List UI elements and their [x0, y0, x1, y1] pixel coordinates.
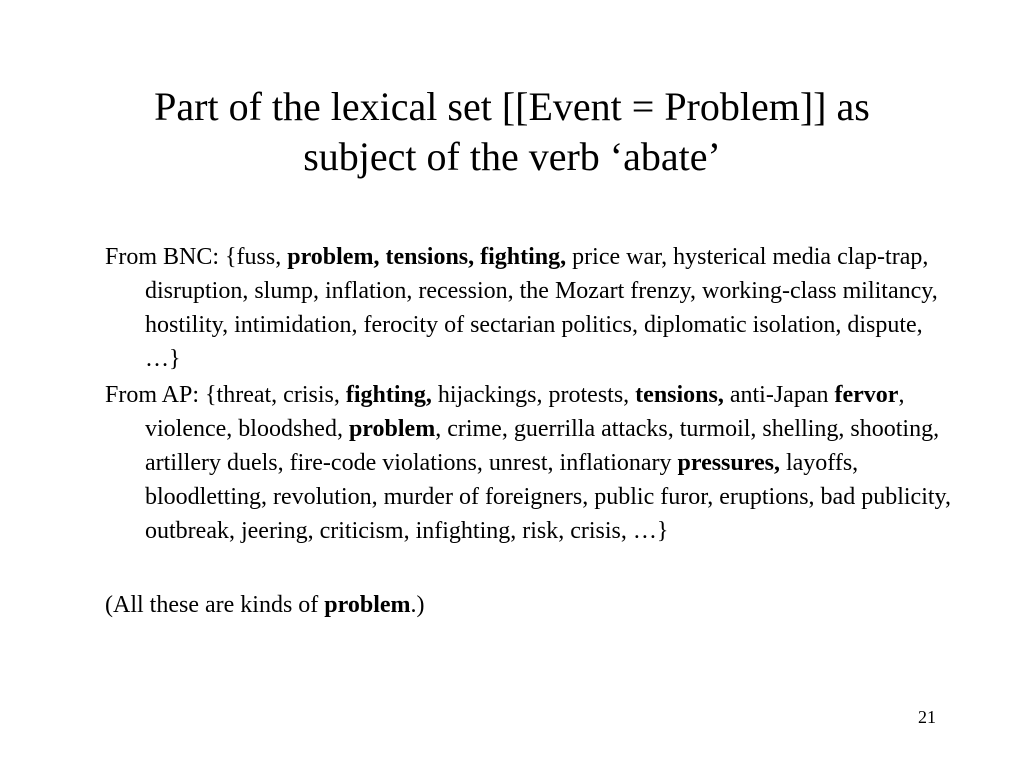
ap-bold-5: pressures,: [677, 450, 780, 476]
ap-bold-1: fighting,: [345, 382, 432, 408]
slide-title: [60, 82, 964, 182]
ap-bold-4: problem: [348, 416, 436, 442]
summary-text-1: (All these are kinds of: [105, 592, 325, 618]
bnc-paragraph: [105, 240, 955, 376]
ap-text-4: , violence, bloodshed,: [145, 382, 905, 442]
ap-text-1: From AP: {threat, crisis,: [105, 382, 346, 408]
ap-bold-2: tensions,: [635, 382, 724, 408]
bnc-text-2: price war, hysterical media clap-trap, disruption, slump, inflation, recession, the Mozart frenzy, working-class militancy, hostility, intimidation, ferocity of sectarian politics, diplomatic isolation, dispute, …}: [145, 244, 938, 372]
ap-paragraph: [105, 378, 955, 548]
title-line-2: subject of the verb ‘abate’: [303, 134, 721, 179]
bnc-text-1: From BNC: {fuss,: [105, 244, 288, 270]
summary-bold-1: problem: [324, 592, 411, 618]
page-number: 21: [918, 707, 936, 727]
summary-text-2: .): [410, 592, 425, 618]
ap-text-3: anti-Japan: [723, 382, 835, 408]
ap-text-2: hijackings, protests,: [431, 382, 636, 408]
title-line-1: Part of the lexical set [[Event = Problem]] as: [154, 84, 870, 129]
ap-text-5: , crime, guerrilla attacks, turmoil, shelling, shooting, artillery duels, fire-code violations, unrest, inflationary: [145, 416, 940, 476]
summary-paragraph: [105, 588, 955, 622]
ap-text-6: layoffs, bloodletting, revolution, murder of foreigners, public furor, eruptions, bad publicity, outbreak, jeering, criticism, infighting, risk, crisis, …}: [145, 450, 951, 544]
bnc-bold-1: problem, tensions, fighting,: [287, 244, 567, 270]
ap-bold-3: fervor: [834, 382, 899, 408]
slide-body: [105, 240, 955, 624]
